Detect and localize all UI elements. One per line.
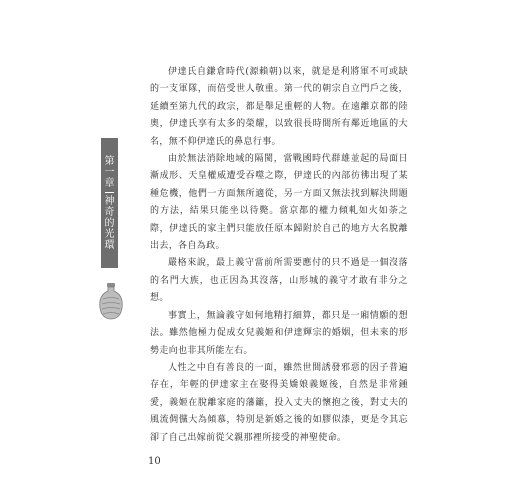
paragraph: 人性之中自有善良的一面，雖然世間誘發邪惡的因子普遍存在，年輕的伊達家主在娶得美嬌娘義姬後，自然是非常鍾愛，義姬在脫離家庭的藩籬，投入丈夫的懷抱之後，對丈夫的風流倜儻大為傾慕，特別是新婚之後的如膠似漆，更是令其忘卻了自己出嫁前從父親那裡所接受的神聖使命。	[150, 362, 408, 443]
vase-ornament-icon	[98, 282, 124, 320]
page-number: 10	[148, 456, 161, 467]
paragraph: 由於無法消除地域的隔閡，當戰國時代群雄並起的局面日漸成形、天皇權威遭受吞噬之際，伊達氏的內部彷彿出現了某種危機，他們一方面無所適從，另一方面又無法找到解決問題的方法，結果只能坐以待斃。當京都的權力傾軋如火如荼之際，伊達氏的家主們只能放任原本歸附於自己的地方大名脫離出去，各自為政。	[150, 154, 408, 252]
tab-divider	[105, 192, 114, 193]
body-text	[150, 64, 408, 447]
chapter-title: 神奇的光環	[104, 195, 115, 251]
paragraph: 嚴格來說，最上義守當前所需要應付的只不過是一個沒落的名門大族，也正因為其沒落，山形城的義守才敢有非分之想。	[150, 258, 408, 304]
chapter-side-tab	[101, 138, 118, 268]
chapter-label: 第一章	[104, 155, 115, 189]
paragraph: 伊達氏自鎌倉時代(源賴朝)以來，就是是利將軍不可或缺的一支軍隊，而倍受世人敬重。第一代的朝宗自立門戶之後，延續至第九代的政宗，都是舉足重輕的人物。在遠離京都的陸奧，伊達氏享有太多的榮耀，以致很長時間所有鄰近地區的大名，無不仰伊達氏的鼻息行事。	[150, 67, 408, 147]
paragraph: 事實上，無論義守如何地精打細算，都只是一廂情願的想法。雖然他極力促成女兒義姬和伊達輝宗的婚姻，但未來的形勢走向也非其所能左右。	[150, 310, 408, 356]
